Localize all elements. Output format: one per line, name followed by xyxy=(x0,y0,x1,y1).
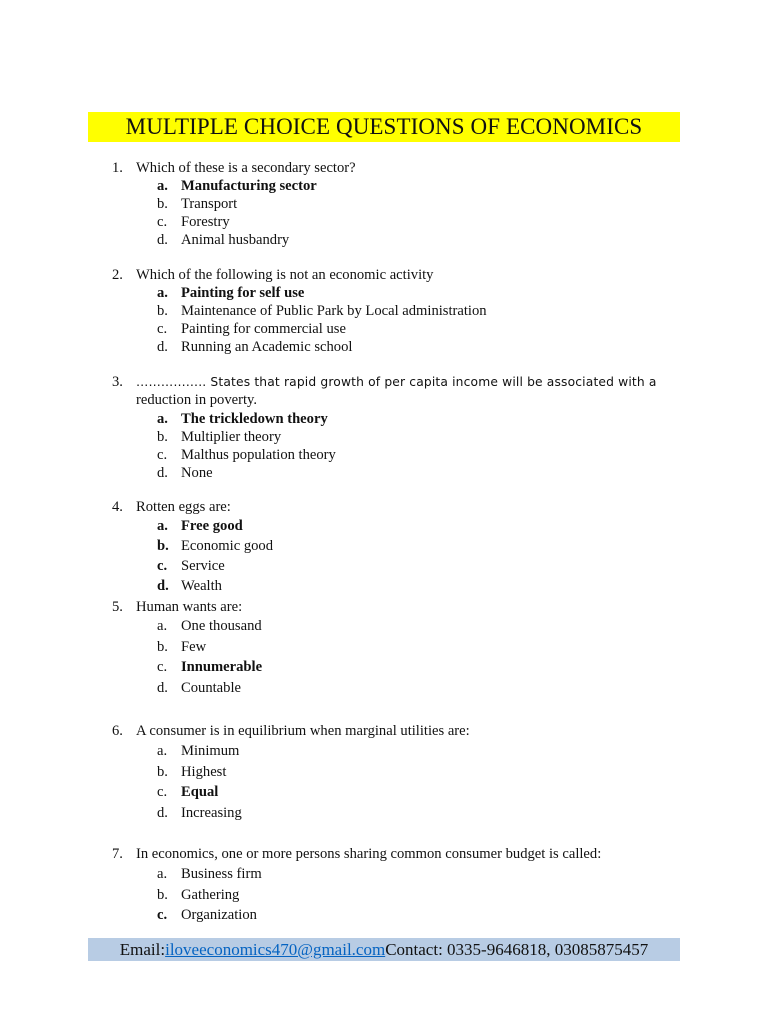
option-letter: c. xyxy=(157,659,168,675)
option-text: Increasing xyxy=(181,804,242,821)
question-text: Which of the following is not an economic activity xyxy=(136,267,434,283)
option-letter: c. xyxy=(157,784,168,800)
option-text: Gathering xyxy=(181,886,240,903)
option-text: Painting for self use xyxy=(181,285,305,301)
option-letter: c. xyxy=(157,321,168,337)
option-a xyxy=(0,410,768,428)
option-d xyxy=(0,803,768,824)
option-text: Free good xyxy=(181,518,243,534)
option-c xyxy=(0,657,768,678)
question-stem xyxy=(0,159,676,177)
option-letter: d. xyxy=(157,232,168,248)
option-a xyxy=(0,616,768,637)
option-text: The trickledown theory xyxy=(181,411,328,427)
question-text: Human wants are: xyxy=(136,599,243,615)
option-text: Organization xyxy=(181,907,257,923)
option-a xyxy=(0,177,768,195)
question-7 xyxy=(0,845,768,926)
option-c xyxy=(0,782,768,803)
question-number: 3. xyxy=(112,374,123,390)
option-text: Transport xyxy=(181,196,238,212)
option-letter: b. xyxy=(157,638,168,655)
option-text: Multiplier theory xyxy=(181,429,282,445)
option-c xyxy=(0,213,768,231)
question-text: reduction in poverty. xyxy=(136,392,258,408)
option-d xyxy=(0,231,768,249)
option-b xyxy=(0,428,768,446)
question-1 xyxy=(0,159,768,249)
question-text: Which of these is a secondary sector? xyxy=(136,160,356,176)
option-a xyxy=(0,864,768,885)
option-text: Innumerable xyxy=(181,659,263,675)
question-number: 7. xyxy=(112,846,123,862)
option-a xyxy=(0,741,768,762)
title-banner xyxy=(88,112,680,142)
option-text: Few xyxy=(181,638,207,655)
question-text: Rotten eggs are: xyxy=(136,499,231,515)
option-b xyxy=(0,637,768,658)
question-number: 4. xyxy=(112,499,123,515)
option-d xyxy=(0,678,768,699)
question-stem-continued xyxy=(0,391,676,410)
option-letter: a. xyxy=(157,743,168,759)
option-b xyxy=(0,762,768,783)
question-text: A consumer is in equilibrium when marginal utilities are: xyxy=(136,723,470,739)
option-b xyxy=(0,195,768,213)
option-letter: b. xyxy=(157,763,168,780)
option-b xyxy=(0,885,768,906)
option-letter: b. xyxy=(157,303,168,319)
question-5 xyxy=(0,598,768,698)
option-b xyxy=(0,302,768,320)
option-letter: c. xyxy=(157,214,168,230)
contact-text: Contact: 0335-9646818, 03085875457 xyxy=(385,939,649,959)
option-letter: a. xyxy=(157,285,168,301)
option-letter: d. xyxy=(157,804,168,821)
option-text: Manufacturing sector xyxy=(181,178,317,194)
option-text: Wealth xyxy=(181,578,222,594)
question-2 xyxy=(0,266,768,356)
question-stem xyxy=(0,845,676,864)
option-letter: c. xyxy=(157,447,168,463)
option-letter: d. xyxy=(157,465,168,481)
question-3 xyxy=(0,373,768,482)
option-c xyxy=(0,320,768,338)
option-c xyxy=(0,446,768,464)
email-label: Email: xyxy=(119,939,166,959)
question-text: In economics, one or more persons sharing common consumer budget is called: xyxy=(136,846,602,862)
option-letter: b. xyxy=(157,886,168,903)
option-letter: d. xyxy=(157,679,168,696)
option-letter: c. xyxy=(157,907,168,923)
option-text: Service xyxy=(181,558,225,574)
option-text: One thousand xyxy=(181,618,262,634)
question-number: 2. xyxy=(112,267,123,283)
question-stem xyxy=(0,598,676,616)
question-blank: …………….. States that rapid growth of per capita income will be associated with a xyxy=(136,375,657,389)
option-d xyxy=(0,338,768,356)
question-number: 1. xyxy=(112,160,123,176)
option-text: Equal xyxy=(181,784,219,800)
option-text: Forestry xyxy=(181,214,230,230)
question-4 xyxy=(0,498,768,596)
option-letter: b. xyxy=(157,196,168,212)
option-letter: a. xyxy=(157,411,168,427)
option-c xyxy=(0,905,768,926)
option-text: Running an Academic school xyxy=(181,339,353,355)
question-stem xyxy=(0,266,676,284)
question-number: 6. xyxy=(112,723,123,739)
option-letter: a. xyxy=(157,866,168,882)
option-text: Animal husbandry xyxy=(181,232,290,248)
option-letter: b. xyxy=(157,538,169,554)
option-d xyxy=(0,576,768,596)
option-text: Malthus population theory xyxy=(181,447,336,463)
footer-contact-bar xyxy=(88,938,680,961)
question-stem xyxy=(0,498,676,516)
option-a xyxy=(0,516,768,536)
option-letter: d. xyxy=(157,339,168,355)
page-title: MULTIPLE CHOICE QUESTIONS OF ECONOMICS xyxy=(125,114,643,139)
option-text: Painting for commercial use xyxy=(181,321,346,337)
option-letter: a. xyxy=(157,518,168,534)
option-letter: b. xyxy=(157,429,168,445)
option-letter: c. xyxy=(157,558,168,574)
option-text: Maintenance of Public Park by Local administration xyxy=(181,303,487,319)
option-a xyxy=(0,284,768,302)
option-text: Minimum xyxy=(181,743,240,759)
option-text: Countable xyxy=(181,679,241,696)
email-link[interactable]: iloveeconomics470@gmail.com xyxy=(165,939,386,959)
question-stem xyxy=(0,373,696,391)
question-6 xyxy=(0,722,768,823)
option-text: Highest xyxy=(181,763,227,780)
option-text: Economic good xyxy=(181,538,274,554)
option-text: Business firm xyxy=(181,866,262,882)
option-c xyxy=(0,556,768,576)
option-letter: d. xyxy=(157,578,169,594)
option-letter: a. xyxy=(157,618,168,634)
option-d xyxy=(0,464,768,482)
option-text: None xyxy=(181,465,213,481)
question-number: 5. xyxy=(112,599,123,615)
question-stem xyxy=(0,722,676,741)
option-letter: a. xyxy=(157,178,168,194)
option-b xyxy=(0,536,768,556)
